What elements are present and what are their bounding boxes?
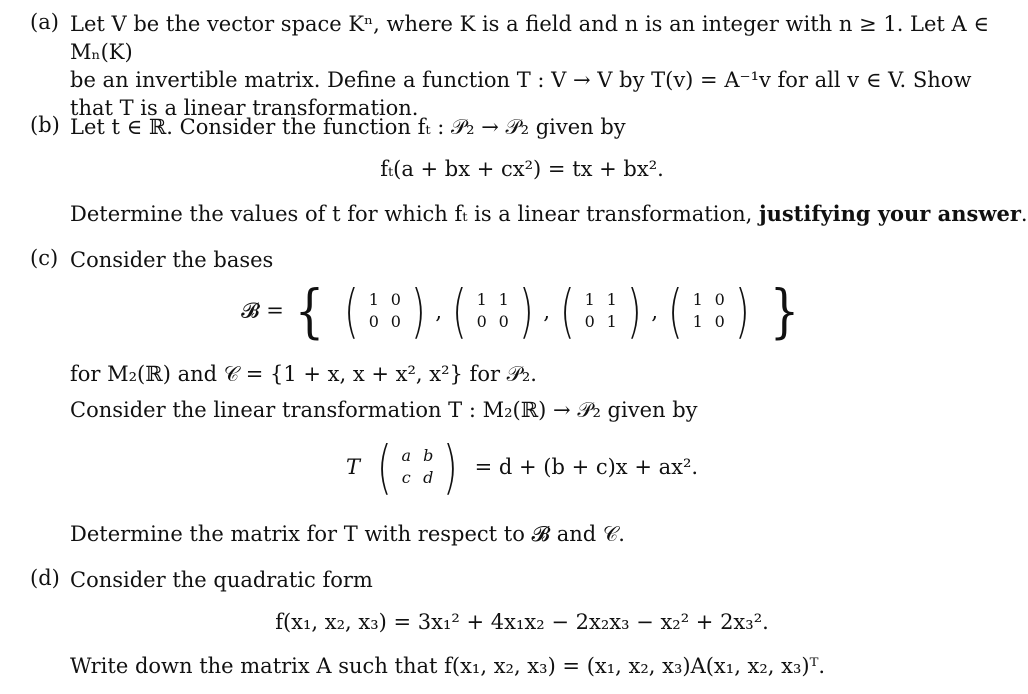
open-brace: { [294, 277, 324, 345]
matrix-entry: 0 [476, 312, 487, 331]
part-b [30, 113, 1028, 233]
matrix-grid [363, 289, 407, 333]
basis-B-matrices [334, 277, 759, 345]
paren-right: ) [626, 277, 642, 345]
T-definition [30, 433, 1014, 501]
part-c-line4: Determine the matrix for T with respect to 𝓑 and 𝒞. [70, 522, 625, 546]
matrix-entry: 1 [692, 290, 703, 309]
part-b-label: (b) [30, 113, 60, 137]
paren-right: ) [734, 277, 750, 345]
basis-B-display [30, 277, 1014, 345]
part-b-line1: Let t ∈ ℝ. Consider the function fₜ : 𝒫₂ → 𝒫₂ given by [70, 115, 626, 139]
matrix-entry: 1 [368, 290, 379, 309]
part-d-line2: Write down the matrix A such that f(x₁, x₂, x₃) = (x₁, x₂, x₃)A(x₁, x₂, x₃)ᵀ. [70, 654, 826, 678]
part-b-line2-pre: Determine the values of t for which fₜ is a linear transformation, [70, 202, 759, 226]
part-c-text [70, 246, 1014, 274]
part-d-text [70, 566, 1014, 594]
matrix-entry: 1 [476, 290, 487, 309]
paren-left: ( [560, 277, 575, 345]
matrix-entry: a [401, 446, 412, 465]
basis-matrix [556, 277, 645, 345]
matrix-entry: 1 [606, 312, 617, 331]
part-c [30, 246, 1014, 546]
matrix-grid [471, 289, 515, 333]
part-b-line2 [70, 201, 1028, 226]
paren-right: ) [443, 433, 458, 501]
matrix-entry: c [401, 468, 411, 487]
matrix-row [687, 289, 731, 311]
part-c-line3: Consider the linear transformation T : M₂(ℝ) → 𝒫₂ given by [70, 398, 698, 422]
part-a-line2: be an invertible matrix. Define a function T : V → V by T(v) = A⁻¹v for all v ∈ V. Show [70, 68, 972, 92]
paren-left: ( [376, 433, 392, 501]
matrix-entry: 0 [390, 290, 401, 309]
matrix-entry: 0 [714, 290, 725, 309]
part-a [30, 10, 1014, 120]
part-c-line2: for M₂(ℝ) and 𝒞 = {1 + x, x + x², x²} for 𝒫₂. [70, 362, 537, 386]
part-c-label: (c) [30, 246, 59, 270]
basis-B-name: 𝓑 = [241, 298, 284, 323]
paren-left: ( [344, 277, 359, 345]
part-c-line1: Consider the bases [70, 248, 274, 272]
part-a-label: (a) [30, 10, 59, 34]
close-brace: } [769, 277, 800, 345]
quadratic-form: f(x₁, x₂, x₃) = 3x₁² + 4x₁x₂ − 2x₂x₃ − x₂² + 2x₃². [275, 610, 769, 634]
matrix-entry: 0 [714, 312, 725, 331]
part-a-text [70, 10, 1014, 122]
paren-left: ( [452, 277, 467, 345]
matrix-entry: 1 [498, 290, 509, 309]
comma-separator: , [435, 299, 443, 323]
T-symbol: T [345, 455, 360, 479]
comma-separator: , [651, 299, 659, 323]
matrix-grid [395, 445, 439, 489]
matrix-entry: 1 [584, 290, 595, 309]
part-a-line1: Let V be the vector space Kⁿ, where K is a field and n is an integer with n ≥ 1. Let A ∈ Mₙ(K) [70, 12, 989, 64]
part-b-emphasis: justifying your answer [758, 201, 1021, 226]
matrix-entry: 1 [606, 290, 617, 309]
matrix-entry: d [423, 468, 434, 487]
T-matrix [367, 433, 468, 501]
matrix-row [395, 445, 439, 467]
matrix-entry: b [423, 446, 434, 465]
basis-matrix [340, 277, 429, 345]
part-d [30, 566, 1014, 686]
part-a-line3: that T is a linear transformation. [70, 96, 419, 120]
comma-separator: , [543, 299, 551, 323]
T-rhs: = d + (b + c)x + ax². [474, 455, 699, 479]
matrix-row [687, 311, 731, 333]
matrix-grid [579, 289, 623, 333]
paren-left: ( [668, 277, 683, 345]
paren-right: ) [518, 277, 534, 345]
matrix-row [579, 289, 623, 311]
matrix-row [471, 311, 515, 333]
paren-right: ) [410, 277, 426, 345]
matrix-entry: 0 [498, 312, 509, 331]
part-b-text [70, 113, 1014, 141]
matrix-row [363, 311, 407, 333]
matrix-row [395, 467, 439, 489]
matrix-entry: 0 [390, 312, 401, 331]
matrix-entry: 0 [584, 312, 595, 331]
basis-matrix [664, 277, 753, 345]
part-d-line1: Consider the quadratic form [70, 568, 373, 592]
matrix-row [363, 289, 407, 311]
basis-matrix [448, 277, 537, 345]
matrix-entry: 0 [368, 312, 379, 331]
part-b-formula: fₜ(a + bx + cx²) = tx + bx². [380, 157, 664, 181]
matrix-row [471, 289, 515, 311]
matrix-grid [687, 289, 731, 333]
T-input-matrix [373, 433, 462, 501]
part-d-label: (d) [30, 566, 60, 590]
matrix-row [579, 311, 623, 333]
matrix-entry: 1 [692, 312, 703, 331]
part-b-line2-post: . [1020, 202, 1028, 226]
